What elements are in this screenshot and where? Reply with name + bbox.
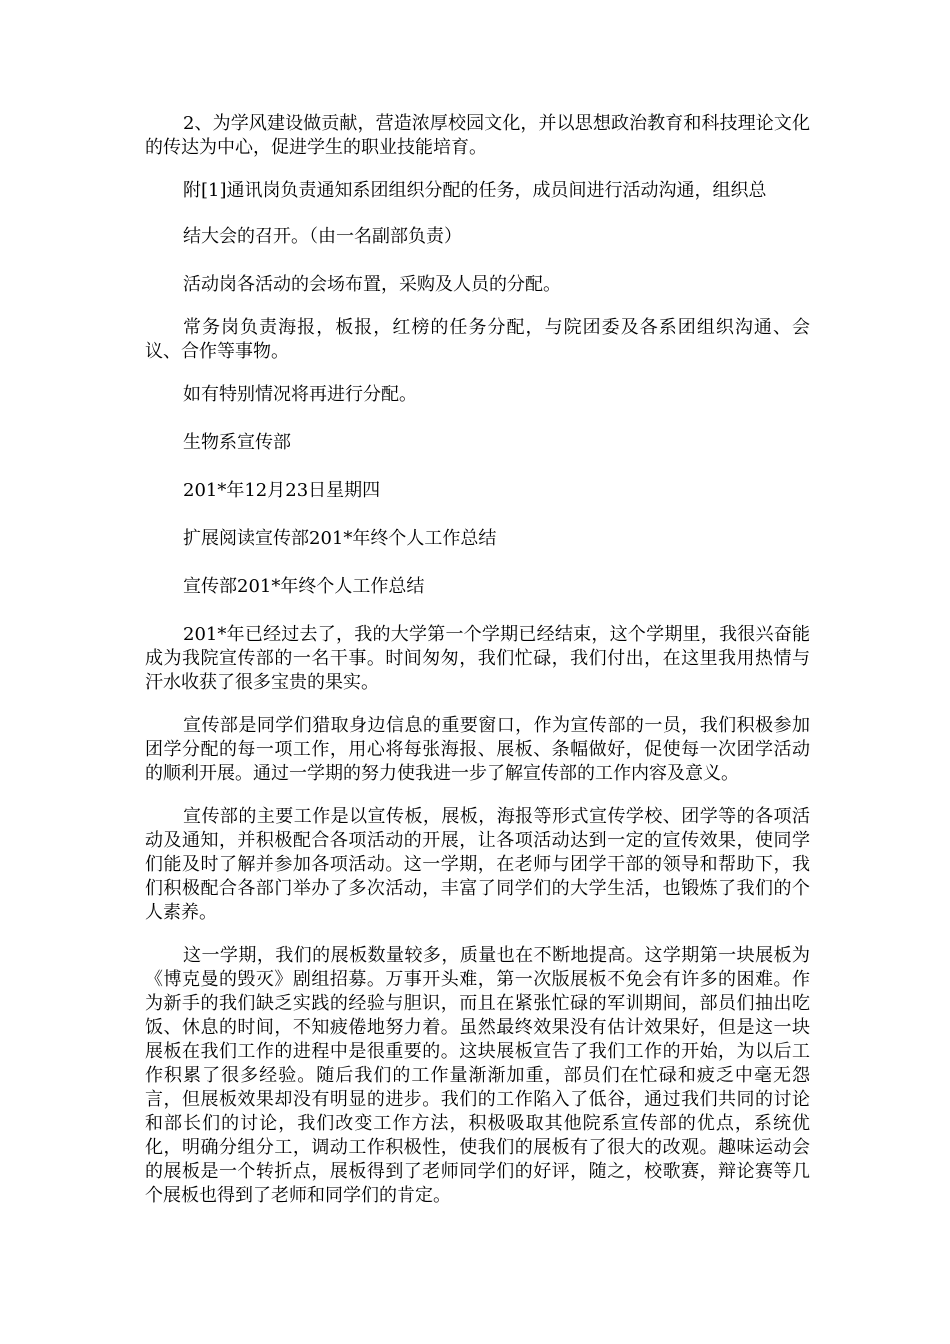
paragraph-special-cases: 如有特别情况将再进行分配。 [183, 384, 417, 405]
extended-reading-heading: 扩展阅读宣传部201*年终个人工作总结 [183, 528, 497, 549]
paragraph-activity-post: 活动岗各活动的会场布置，采购及人员的分配。 [183, 274, 561, 295]
summary-title: 宣传部201*年终个人工作总结 [183, 576, 425, 597]
paragraph-intro: 201*年已经过去了，我的大学第一个学期已经结束，这个学期里，我很兴奋能成为我院宣传部的一名干事。时间匆匆，我们忙碌，我们付出，在这里我用热情与汗水收获了很多宝贵的果实。 [145, 624, 810, 693]
document-page [145, 112, 810, 1208]
paragraph-appendix-line-1: 附[1]通讯岗负责通知系团组织分配的任务，成员间进行活动沟通，组织总 [183, 180, 767, 201]
signature-date: 201*年12月23日星期四 [183, 480, 381, 501]
paragraph-exhibition-boards: 这一学期，我们的展板数量较多，质量也在不断地提高。这学期第一块展板为《博克曼的毁灭》剧组招募。万事开头难，第一次版展板不免会有许多的困难。作为新手的我们缺乏实践的经验与胆识，而且在紧张忙碌的军训期间，部员们抽出吃饭、休息的时间，不知疲倦地努力着。虽然最终效果没有估计效果好，但是这一块展板在我们工作的进程中是很重要的。这块展板宣告了我们工作的开始，为以后工作积累了很多经验。随后我们的工作量渐渐加重，部员们在忙碌和疲乏中毫无怨言，但展板效果却没有明显的进步。我们的工作陷入了低谷，通过我们共同的讨论和部长们的讨论，我们改变工作方法，积极吸取其他院系宣传部的优点，系统优化，明确分组分工，调动工作积极性，使我们的展板有了很大的改观。趣味运动会的展板是一个转折点，展板得到了老师同学们的好评，随之，校歌赛，辩论赛等几个展板也得到了老师和同学们的肯定。 [145, 945, 810, 1206]
paragraph-appendix-line-2: 结大会的召开。（由一名副部负责） [183, 226, 462, 247]
paragraph-role: 宣传部是同学们猎取身边信息的重要窗口，作为宣传部的一员，我们积极参加团学分配的每一项工作，用心将每张海报、展板、条幅做好，促使每一次团学活动的顺利开展。通过一学期的努力使我进一步了解宣传部的工作内容及意义。 [145, 715, 810, 784]
signature-department: 生物系宣传部 [183, 432, 291, 453]
paragraph-routine-post: 常务岗负责海报，板报，红榜的任务分配，与院团委及各系团组织沟通、会议、合作等事物。 [145, 317, 810, 362]
paragraph-main-work: 宣传部的主要工作是以宣传板，展板，海报等形式宣传学校、团学等的各项活动及通知，并积极配合各项活动的开展，让各项活动达到一定的宣传效果，使同学们能及时了解并参加各项活动。这一学期，在老师与团学干部的领导和帮助下，我们积极配合各部门举办了多次活动，丰富了同学们的大学生活，也锻炼了我们的个人素养。 [145, 806, 810, 923]
paragraph-goal-2: 2、为学风建设做贡献，营造浓厚校园文化，并以思想政治教育和科技理论文化的传达为中心，促进学生的职业技能培育。 [145, 113, 810, 158]
